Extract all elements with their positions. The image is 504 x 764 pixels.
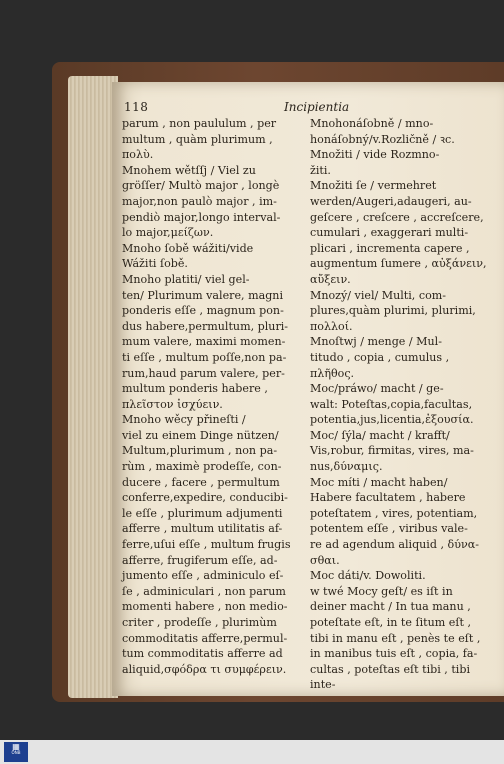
text-line: augmentum ſumere , αὐξάνειν, [310, 257, 487, 271]
text-line: Množiti / vide Rozmno- [310, 148, 440, 162]
text-line: multum , quàm plurimum , [122, 132, 273, 146]
text-line: Mnoho wěcy přineſti / [122, 413, 246, 427]
text-line: σθαι. [310, 553, 340, 567]
library-logo-text: ÖNB [11, 750, 21, 755]
text-line: Mnohem wětſſj / Viel zu [122, 163, 256, 177]
text-line: afferre, frugiferum eſſe, ad- [122, 553, 278, 567]
text-line: poteſtate eſt, in te ſitum eſt , [310, 616, 471, 629]
text-line: momenti habere , non medio- [122, 600, 288, 614]
text-line: Mnohonáſobně / mno- [310, 117, 434, 130]
text-line: parum , non paululum , per [122, 117, 277, 130]
text-line: Mnoſtwj / menge / Mul- [310, 335, 442, 349]
text-line: tibi in manu eſt , penès te eſt , [310, 631, 481, 645]
left-column [122, 116, 314, 677]
text-line: ferre,uſui eſſe , multum frugis [122, 538, 291, 552]
text-line: Mnoho ſobě wážiti/vide [122, 241, 254, 255]
text-line: Moc/ ſýla/ macht / krafft/ [310, 428, 450, 442]
page-edges [68, 76, 118, 698]
text-line: major,non paulò major , im- [122, 194, 277, 208]
text-line: ponderis eſſe , magnum pon- [122, 304, 284, 318]
text-line: honáſobný/v.Rozličně / ꝛc. [310, 132, 455, 146]
text-line: lo major,μείζων. [122, 226, 214, 240]
text-line: cultas , poteſtas eſt tibi , tibi [310, 662, 470, 676]
text-line: in manibus tuis eſt , copia, fa- [310, 647, 478, 661]
viewer-footer [0, 740, 504, 764]
text-line: inte- [310, 678, 336, 692]
text-line: cumulari , exaggerari multi- [310, 226, 469, 240]
right-column [310, 116, 496, 693]
text-line: multum ponderis habere , [122, 382, 268, 396]
text-line: titudo , copia , cumulus , [310, 350, 450, 364]
text-line: poteſtatem , vires, potentiam, [310, 506, 478, 520]
text-line: viel zu einem Dinge nützen/ [122, 428, 279, 442]
text-line: πολλοί. [310, 319, 353, 333]
text-line: deiner macht / In tua manu , [310, 600, 471, 614]
text-line: ſe , adminiculari , non parum [122, 584, 286, 598]
text-line: žiti. [310, 163, 331, 177]
text-line: pendiò major,longo interval- [122, 210, 281, 224]
text-line: walt: Poteſtas,copia,facultas, [310, 397, 473, 411]
text-line: πλῆθος. [310, 366, 355, 380]
text-line: ten/ Plurimum valere, magni [122, 288, 283, 302]
text-line: Moc míti / macht haben/ [310, 475, 448, 489]
library-logo-mark: ▦ [12, 742, 20, 751]
text-line: Habere facultatem , habere [310, 491, 466, 505]
text-line: tum commoditatis afferre ad [122, 647, 283, 661]
text-line: ducere , facere , permultum [122, 475, 280, 489]
text-line: Wážiti ſobě. [122, 257, 188, 271]
page-header [124, 100, 494, 116]
text-line: πολὺ. [122, 148, 154, 162]
text-line: w twé Mocy geſt/ es iſt in [310, 584, 453, 598]
text-line: rùm , maximè prodeſſe, con- [122, 460, 282, 474]
text-line: rum,haud parum valere, per- [122, 366, 285, 380]
text-line: Množiti ſe / vermehret [310, 179, 437, 193]
text-line: mum valere, maximi momen- [122, 335, 286, 349]
text-line: afferre , multum utilitatis af- [122, 522, 283, 536]
text-line: Moc/práwo/ macht / ge- [310, 382, 444, 396]
text-line: Mnoho platiti/ viel gel- [122, 272, 250, 286]
text-line: nus,δύναμις. [310, 460, 383, 474]
text-line: πλεῖστον ἰσχύειν. [122, 397, 223, 411]
running-title: Incipientia [284, 100, 350, 114]
text-line: conferre,expedire, conducibi- [122, 491, 288, 505]
text-line: Vis,robur, firmitas, vires, ma- [310, 444, 474, 458]
text-line: potentia,jus,licentia,ἐξουσία. [310, 413, 474, 427]
text-line: αὔξειν. [310, 272, 351, 286]
text-line: Moc dáti/v. Dowoliti. [310, 569, 426, 583]
text-line: dus habere,permultum, pluri- [122, 319, 289, 333]
page-number: 118 [124, 100, 149, 114]
text-line: re ad agendum aliquid , δύνα- [310, 538, 479, 552]
text-line: potentem eſſe , viribus vale- [310, 522, 468, 536]
text-line: Multum,plurimum , non pa- [122, 444, 278, 458]
text-line: plures,quàm plurimi, plurimi, [310, 304, 476, 318]
text-line: le eſſe , plurimum adjumenti [122, 506, 283, 520]
text-line: geſcere , creſcere , accreſcere, [310, 210, 484, 224]
text-line: gröſſer/ Multò major , longè [122, 179, 280, 193]
text-line: criter , prodeſſe , plurimùm [122, 616, 277, 629]
library-logo [4, 742, 28, 762]
text-line: Mnozý/ viel/ Multi, com- [310, 288, 447, 302]
text-line: jumento eſſe , adminiculo eſ- [122, 569, 284, 583]
text-line: commoditatis afferre,permul- [122, 631, 288, 645]
text-line: ti eſſe , multum poſſe,non pa- [122, 350, 287, 364]
text-line: aliquid,σφόδρα τι συμφέρειν. [122, 662, 287, 676]
text-line: werden/Augeri,adaugeri, au- [310, 194, 472, 208]
text-line: plicari , incrementa capere , [310, 241, 470, 255]
